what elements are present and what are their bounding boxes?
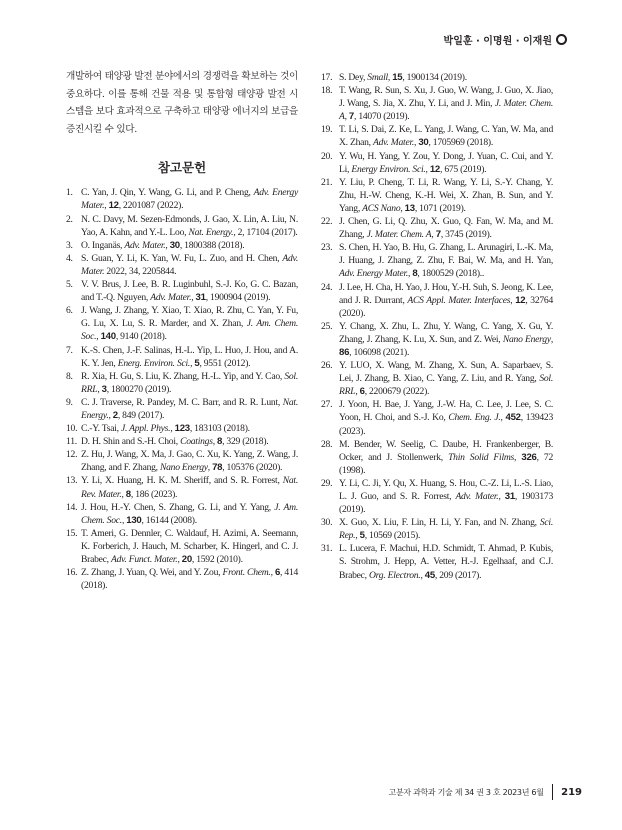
reference-item: 14. J. Hou, H.-Y. Chen, S. Zhang, G. Li, and Y. Yang, J. Am. Chem. Soc., 130, 16144 (2008).: [66, 501, 298, 526]
reference-item: 3. O. Inganäs, Adv. Mater., 30, 1800388 (2018).: [66, 239, 245, 251]
reference-authors: J. Hou, H.-Y. Chen, S. Zhang, G. Li, and Y. Yang,: [81, 501, 275, 513]
circle-icon: [556, 34, 567, 45]
reference-volume: 7: [348, 111, 355, 123]
reference-item: 15. T. Ameri, G. Dennler, C. Waldauf, H. Azimi, A. Seemann, K. Forberich, J. Hauch, M. Scharber, K. Hingerl, and C. J. Brabec, Adv. Funct. Mater., 20, 1592 (2010).: [66, 527, 298, 565]
reference-journal: Front. Chem.: [222, 567, 271, 579]
reference-authors: K.-S. Chen, J.-F. Salinas, H.-L. Yip, L. Huo, J. Hou, and A. K. Y. Jen,: [81, 344, 298, 369]
reference-details: , 10569 (2015).: [364, 530, 421, 542]
reference-journal: Sci. Rep.: [339, 517, 553, 542]
body-paragraph: 개발하여 태양광 발전 분야에서의 경쟁력을 확보하는 것이 중요하다. 이를 통해 건물 적용 및 통합형 태양광 발전 시스템을 보다 효과적으로 구축하고 태양광 에너지의 보급을 증진시킬 수 있다.: [66, 71, 298, 135]
reference-number: 27.: [321, 399, 333, 411]
reference-volume: 30: [418, 137, 429, 149]
reference-number: 3.: [66, 239, 73, 251]
reference-authors: T. Ameri, G. Dennler, C. Waldauf, H. Azimi, A. Seemann, K. Forberich, J. Hauch, M. Scharber, K. Hingerl, and C. J. Brabec,: [81, 527, 298, 565]
reference-number: 14.: [66, 501, 78, 513]
reference-authors: S. Guan, Y. Li, K. Yan, W. Fu, L. Zuo, and H. Chen,: [81, 252, 283, 264]
reference-number: 8.: [66, 370, 73, 382]
reference-number: 11.: [66, 436, 77, 448]
reference-list-right: [321, 71, 553, 582]
reference-volume: 326: [521, 451, 537, 463]
reference-details: , 139423 (2023).: [339, 412, 554, 437]
reference-item: 5. V. V. Brus, J. Lee, B. R. Luginbuhl, S.-J. Ko, G. C. Bazan, and T.-Q. Nguyen, Adv. Mater., 31, 1900904 (2019).: [66, 279, 298, 304]
reference-volume: 5: [359, 530, 365, 542]
reference-number: 23.: [321, 242, 333, 254]
reference-volume: 12: [108, 200, 119, 212]
reference-volume: 123: [174, 423, 190, 435]
footer-divider: [552, 784, 554, 800]
reference-number: 17.: [321, 72, 333, 83]
reference-authors: Y. Li, C. Ji, Y. Qu, X. Huang, S. Hou, C.-Z. Li, L.-S. Liao, L. J. Guo, and S. R. Forrest,: [339, 477, 553, 502]
reference-journal: Energ. Environ. Sci.: [117, 357, 191, 369]
reference-journal: ACS Appl. Mater. Interfaces: [407, 294, 511, 306]
reference-authors: O. Inganäs,: [81, 239, 125, 251]
reference-number: 6.: [66, 305, 73, 317]
page-number: 219: [561, 786, 582, 798]
reference-authors: N. C. Davy, M. Sezen-Edmonds, J. Gao, X. Lin, A. Liu, N. Yao, A. Kahn, and Y.-L. Loo,: [81, 213, 298, 238]
reference-item: 16. Z. Zhang, J. Yuan, Q. Wei, and Y. Zou, Front. Chem., 6, 414 (2018).: [66, 567, 299, 592]
reference-item: [66, 252, 298, 278]
reference-details: , 1705969 (2018).: [428, 137, 493, 149]
reference-details: , 183103 (2018).: [189, 423, 250, 435]
reference-authors: T. Wang, R. Sun, S. Xu, J. Guo, W. Wang, J. Guo, X. Jiao, J. Wang, S. Jia, X. Zhu, Y. Li, and J. Min,: [339, 85, 553, 110]
reference-number: 1.: [66, 187, 73, 199]
reference-number: 29.: [321, 477, 333, 489]
reference-journal: Adv. Mater.: [372, 137, 415, 149]
reference-journal: Energy Environ. Sci.: [351, 163, 426, 175]
reference-details: , 2200679 (2022).: [364, 386, 430, 398]
reference-authors: X. Guo, X. Liu, F. Lin, H. Li, Y. Fan, and N. Zhang,: [339, 517, 540, 529]
reference-journal: J. Am. Chem. Soc.: [81, 318, 298, 343]
reference-details: , 329 (2018).: [222, 436, 269, 448]
reference-authors: R. Xia, H. Gu, S. Liu, K. Zhang, H.-L. Yip, and Y. Cao,: [81, 370, 285, 382]
reference-volume: 5: [194, 357, 200, 369]
reference-list-left: [66, 186, 298, 592]
reference-volume: 30: [169, 239, 180, 251]
reference-authors: C. J. Traverse, R. Pandey, M. C. Barr, and R. R. Lunt,: [81, 396, 283, 408]
right-column: [321, 71, 553, 582]
reference-journal: Nano Energy: [502, 333, 551, 345]
reference-item: 9. C. J. Traverse, R. Pandey, M. C. Barr, and R. R. Lunt, Nat. Energy., 2, 849 (2017).: [66, 396, 298, 421]
reference-number: 18.: [321, 85, 333, 97]
reference-item: 18. T. Wang, R. Sun, S. Xu, J. Guo, W. Wang, J. Guo, X. Jiao, J. Wang, S. Jia, X. Zhu, Y. Li, and J. Min, J. Mater. Chem. A, 7, 14070 (2019).: [321, 85, 553, 123]
reference-journal: Sol. RRL: [339, 373, 553, 398]
reference-authors: J. Wang, J. Zhang, Y. Xiao, T. Xiao, R. Zhu, C. Yan, Y. Fu, G. Lu, X. Lu, S. R. Marder, and X. Zhan,: [81, 305, 298, 330]
reference-number: 24.: [321, 281, 333, 293]
reference-details: , 1800529 (2018)..: [417, 268, 485, 280]
reference-item: 6. J. Wang, J. Zhang, Y. Xiao, T. Xiao, R. Zhu, C. Yan, Y. Fu, G. Lu, X. Lu, S. R. Marder, and X. Zhan, J. Am. Chem. Soc., 140, 9140 (2018).: [66, 305, 298, 343]
reference-number: 13.: [66, 475, 78, 487]
reference-authors: D. H. Shin and S.-H. Choi,: [81, 436, 181, 448]
reference-journal: J. Appl. Phys.: [120, 423, 171, 435]
reference-journal: J. Mater. Chem. A: [366, 229, 432, 241]
running-header: [444, 32, 567, 47]
reference-authors: S. Chen, H. Yao, B. Hu, G. Zhang, L. Arunagiri, L.-K. Ma, J. Huang, J. Zhang, Z. Zhu, F. Bai, W. Ma, and H. Yan,: [339, 242, 553, 267]
reference-volume: 31: [195, 292, 206, 304]
reference-journal: Nat. Energy.: [188, 226, 234, 238]
reference-details: , 1592 (2010).: [191, 554, 243, 565]
reference-journal: Nano Energy: [159, 462, 208, 474]
reference-number: 7.: [66, 344, 73, 356]
reference-details: , 9551 (2012).: [199, 357, 251, 369]
reference-item: 7. K.-S. Chen, J.-F. Salinas, H.-L. Yip, L. Huo, J. Hou, and A. K. Y. Jen, Energ. Environ. Sci., 5, 9551 (2012).: [66, 344, 298, 369]
reference-journal: J. Mater. Chem. A: [339, 98, 553, 123]
reference-journal: Small: [367, 72, 388, 83]
reference-number: 10.: [66, 423, 78, 435]
reference-details: , 1903173 (2019).: [339, 491, 554, 516]
reference-details: , 32764 (2020).: [339, 294, 554, 319]
reference-volume: 6: [359, 386, 365, 398]
reference-number: 25.: [321, 320, 333, 332]
reference-item: 17. S. Dey, Small, 15, 1900134 (2019).: [321, 72, 467, 83]
reference-details: , 16144 (2008).: [141, 514, 197, 526]
reference-volume: 8: [217, 436, 223, 448]
reference-volume: 12: [429, 163, 441, 175]
reference-details: , 186 (2023).: [130, 488, 178, 500]
reference-authors: C.-Y. Tsai,: [81, 423, 121, 435]
reference-authors: L. Lucera, F. Machui, H.D. Schmidt, T. Ahmad, P. Kubis, S. Strohm, J. Hepp, A. Vetter, H.-J. Egelhaaf, and C.J. Brabec,: [339, 543, 553, 581]
reference-details: , 3745 (2019).: [440, 229, 492, 241]
reference-journal: Sol. RRL: [81, 370, 298, 395]
reference-journal: Nat. Energy.: [81, 396, 298, 421]
reference-details: , 14070 (2019).: [354, 111, 410, 123]
reference-item: 8. R. Xia, H. Gu, S. Liu, K. Zhang, H.-L. Yip, and Y. Cao, Sol. RRL, 3, 1800270 (2019).: [66, 370, 298, 395]
reference-journal: Org. Electron.: [368, 569, 421, 581]
reference-details: , 105376 (2020).: [222, 462, 283, 474]
reference-volume: 140: [100, 331, 116, 343]
reference-number: 22.: [321, 216, 333, 228]
reference-item: 21. Y. Liu, P. Cheng, T. Li, R. Wang, Y. Li, S.-Y. Chang, Y. Zhu, H.-W. Cheng, K.-H. Wei, X. Zhan, B. Sun, and Y. Yang, ACS Nano, 13, 1071 (2019).: [321, 176, 553, 214]
reference-authors: V. V. Brus, J. Lee, B. R. Luginbuhl, S.-J. Ko, G. C. Bazan, and T.-Q. Nguyen,: [81, 279, 298, 304]
reference-number: 5.: [66, 279, 73, 291]
reference-volume: 45: [424, 569, 435, 581]
reference-journal: Adv. Energy Mater.: [339, 268, 409, 280]
reference-item: 26. Y. LUO, X. Wang, M. Zhang, X. Sun, A. Saparbaev, S. Lei, J. Zhang, B. Xiao, C. Yang, Z. Liu, and R. Yang, Sol. RRL, 6, 2200679 (2022).: [321, 360, 553, 398]
reference-volume: 13: [404, 202, 415, 214]
journal-issue: 고분자 과학과 기술 제 34 권 3 호 2023년 6월: [388, 787, 544, 797]
reference-details: , 106098 (2021).: [349, 346, 410, 358]
reference-number: 21.: [321, 176, 333, 188]
reference-journal: Coatings: [180, 436, 213, 448]
reference-number: 28.: [321, 438, 333, 450]
reference-number: 9.: [66, 396, 73, 408]
reference-journal: Thin Solid Films: [448, 451, 515, 463]
reference-item: 12. Z. Hu, J. Wang, X. Ma, J. Gao, C. Xu, K. Yang, Z. Wang, J. Zhang, and F. Zhang, Nano Energy, 78, 105376 (2020).: [66, 449, 298, 474]
reference-item: 29. Y. Li, C. Ji, Y. Qu, X. Huang, S. Hou, C.-Z. Li, L.-S. Liao, L. J. Guo, and S. R. Forrest, Adv. Mater., 31, 1903173 (2019).: [321, 477, 554, 516]
page-footer: [389, 784, 582, 800]
reference-journal: Chem. Eng. J.: [448, 412, 501, 424]
reference-authors: Y. Wu, H. Yang, Y. Zou, Y. Dong, J. Yuan, C. Cui, and Y. Li,: [339, 150, 553, 175]
reference-volume: 86: [339, 346, 350, 358]
reference-authors: J. Yoon, H. Bae, J. Yang, J.-W. Ha, C. Lee, J. Lee, S. C. Yoon, H. Choi, and S.-J. Ko,: [339, 399, 553, 424]
reference-volume: 130: [126, 514, 142, 526]
reference-journal: Adv. Mater.: [150, 292, 192, 304]
reference-details: , 209 (2017).: [434, 569, 482, 581]
reference-details: , 675 (2019).: [440, 163, 487, 175]
reference-item: 11. D. H. Shin and S.-H. Choi, Coatings, 8, 329 (2018).: [66, 436, 269, 448]
reference-authors: Z. Zhang, J. Yuan, Q. Wei, and Y. Zou,: [81, 567, 223, 579]
reference-authors: J. Chen, G. Li, Q. Zhu, X. Guo, Q. Fan, W. Ma, and M. Zhang,: [339, 216, 553, 241]
reference-journal: ACS Nano: [362, 202, 401, 214]
reference-details: , 9140 (2018).: [115, 331, 167, 343]
reference-volume: 12: [515, 294, 526, 306]
reference-item: 25. Y. Chang, X. Zhu, L. Zhu, Y. Wang, C. Yang, X. Gu, Y. Zhang, J. Zhang, K. Lu, X. Sun, and Z. Wei, Nano Energy, 86, 106098 (2021).: [321, 320, 554, 358]
reference-number: 20.: [321, 150, 333, 162]
reference-details: , 1071 (2019).: [414, 202, 466, 214]
reference-volume: 8: [125, 488, 131, 500]
reference-authors: M. Bender, W. Seelig, C. Daube, H. Frankenberger, B. Ocker, and J. Stollenwerk,: [339, 438, 553, 463]
reference-details: , 72 (1998).: [339, 451, 554, 476]
reference-volume: 31: [504, 491, 515, 502]
reference-volume: 78: [212, 462, 223, 474]
reference-item: 28. M. Bender, W. Seelig, C. Daube, H. Frankenberger, B. Ocker, and J. Stollenwerk, Thin Solid Films, 326, 72 (1998).: [321, 438, 554, 476]
reference-volume: 3: [101, 383, 107, 395]
reference-item: 22. J. Chen, G. Li, Q. Zhu, X. Guo, Q. Fan, W. Ma, and M. Zhang, J. Mater. Chem. A, 7, 3745 (2019).: [321, 216, 553, 241]
left-column: [66, 68, 298, 592]
reference-number: 16.: [66, 567, 78, 579]
reference-item: 31. L. Lucera, F. Machui, H.D. Schmidt, T. Ahmad, P. Kubis, S. Strohm, J. Hepp, A. Vetter, H.-J. Egelhaaf, and C.J. Brabec, Org. Electron., 45, 209 (2017).: [321, 543, 553, 581]
reference-authors: Y. Liu, P. Cheng, T. Li, R. Wang, Y. Li, S.-Y. Chang, Y. Zhu, H.-W. Cheng, K.-H. Wei, X. Zhan, B. Sun, and Y. Yang,: [339, 176, 553, 214]
reference-details: , 1900904 (2019).: [205, 292, 271, 304]
reference-item: 1. C. Yan, J. Qin, Y. Wang, G. Li, and P. Cheng, Adv. Energy Mater., 12, 2201087 (2022).: [66, 187, 298, 212]
reference-details: 2022, 34, 2205844.: [104, 265, 177, 277]
reference-volume: 7: [435, 229, 441, 241]
reference-authors: T. Li, S. Dai, Z. Ke, L. Yang, J. Wang, C. Yan, W. Ma, and X. Zhan,: [339, 124, 553, 149]
reference-authors: Y. LUO, X. Wang, M. Zhang, X. Sun, A. Saparbaev, S. Lei, J. Zhang, B. Xiao, C. Yang, Z. Liu, and R. Yang,: [339, 360, 553, 385]
reference-authors: Z. Hu, J. Wang, X. Ma, J. Gao, C. Xu, K. Yang, Z. Wang, J. Zhang, and F. Zhang,: [81, 449, 298, 474]
reference-details: , 849 (2017).: [117, 409, 165, 421]
reference-details: , 2201087 (2022).: [118, 200, 184, 212]
reference-authors: J. Lee, H. Cha, H. Yao, J. Hou, Y.-H. Suh, S. Jeong, K. Lee, and J. R. Durrant,: [339, 281, 553, 306]
reference-volume: 6: [274, 567, 281, 579]
reference-details: , 414 (2018).: [81, 567, 299, 592]
reference-number: 30.: [321, 517, 333, 529]
reference-item: 19. T. Li, S. Dai, Z. Ke, L. Yang, J. Wang, C. Yan, W. Ma, and X. Zhan, Adv. Mater., 30, 1705969 (2018).: [321, 124, 553, 149]
reference-details: , 1800388 (2018).: [179, 239, 245, 251]
reference-volume: 452: [505, 412, 521, 424]
reference-journal: J. Am. Chem. Soc.: [81, 501, 298, 526]
reference-volume: 2: [112, 409, 118, 421]
reference-details: , 2, 17104 (2017).: [233, 226, 298, 238]
references-heading: 참고문헌: [157, 160, 207, 176]
reference-number: 15.: [66, 527, 78, 539]
reference-volume: 8: [412, 268, 418, 280]
reference-number: 4.: [66, 252, 73, 264]
reference-authors: S. Dey,: [339, 72, 368, 83]
reference-item: [66, 213, 298, 239]
reference-volume: 20: [181, 554, 192, 565]
reference-details: , 1900134 (2019).: [402, 72, 467, 83]
reference-authors: Y. Li, X. Huang, H. K. M. Sheriff, and S. R. Forrest,: [81, 475, 283, 487]
reference-journal: Nat. Rev. Mater.: [81, 475, 298, 500]
reference-item: 30. X. Guo, X. Liu, F. Lin, H. Li, Y. Fan, and N. Zhang, Sci. Rep., 5, 10569 (2015).: [321, 517, 553, 542]
reference-journal: Adv. Energy Mater.: [81, 187, 298, 212]
reference-journal: Adv. Funct. Mater.: [110, 554, 178, 565]
reference-item: 23. S. Chen, H. Yao, B. Hu, G. Zhang, L. Arunagiri, L.-K. Ma, J. Huang, J. Zhang, Z. Zhu, F. Bai, W. Ma, and H. Yan, Adv. Energy Mater., 8, 1800529 (2018)..: [321, 242, 553, 280]
reference-item: 20. Y. Wu, H. Yang, Y. Zou, Y. Dong, J. Yuan, C. Cui, and Y. Li, Energy Environ. Sci., 12, 675 (2019).: [321, 150, 553, 175]
header-authors: 박일훈 · 이명원 · 이재원: [443, 36, 552, 47]
reference-number: 26.: [321, 360, 333, 372]
reference-journal: Adv. Mater.: [124, 239, 166, 251]
reference-item: 24. J. Lee, H. Cha, H. Yao, J. Hou, Y.-H. Suh, S. Jeong, K. Lee, and J. R. Durrant, ACS Appl. Mater. Interfaces, 12, 32764 (2020).: [321, 281, 554, 319]
reference-journal: Adv. Mater.: [81, 252, 298, 277]
reference-item: 13. Y. Li, X. Huang, H. K. M. Sheriff, and S. R. Forrest, Nat. Rev. Mater., 8, 186 (2023).: [66, 475, 298, 500]
reference-item: 27. J. Yoon, H. Bae, J. Yang, J.-W. Ha, C. Lee, J. Lee, S. C. Yoon, H. Choi, and S.-J. Ko, Chem. Eng. J., 452, 139423 (2023).: [321, 399, 554, 437]
reference-journal: Adv. Mater.: [455, 491, 499, 502]
reference-number: 12.: [66, 449, 78, 461]
reference-number: 2.: [66, 213, 73, 225]
reference-details: , 1800270 (2019).: [106, 383, 172, 395]
reference-item: 10. C.-Y. Tsai, J. Appl. Phys., 123, 183103 (2018).: [66, 423, 250, 435]
reference-authors: Y. Chang, X. Zhu, L. Zhu, Y. Wang, C. Yang, X. Gu, Y. Zhang, J. Zhang, K. Lu, X. Sun, and Z. Wei,: [339, 320, 553, 345]
reference-volume: 15: [392, 72, 403, 83]
reference-number: 19.: [321, 124, 333, 136]
reference-number: 31.: [321, 543, 333, 555]
reference-authors: C. Yan, J. Qin, Y. Wang, G. Li, and P. Cheng,: [81, 187, 254, 199]
